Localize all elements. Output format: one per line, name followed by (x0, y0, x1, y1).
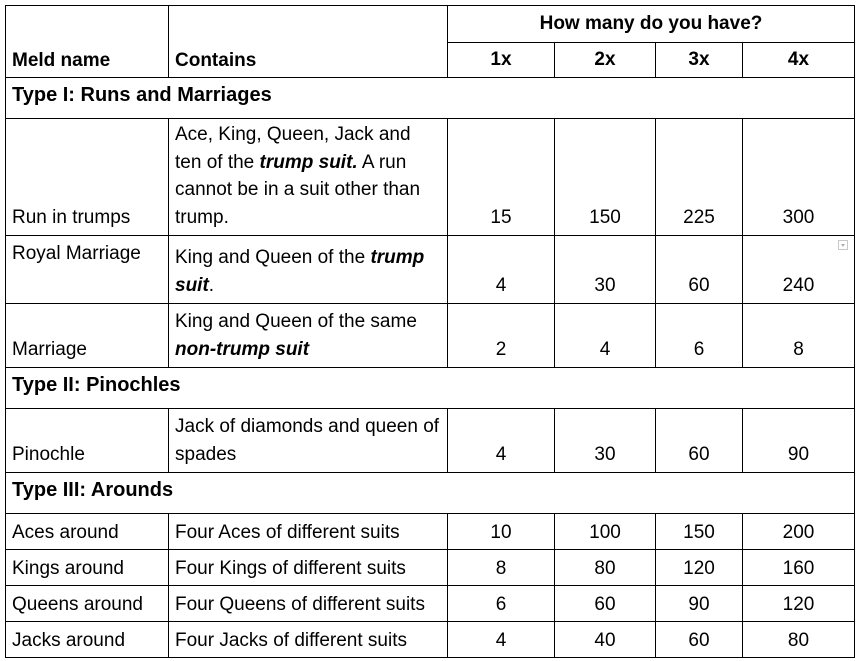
value-cell-2x: 30 (555, 236, 656, 304)
meld-table (5, 5, 855, 658)
value-cell-3x: 60 (656, 236, 743, 304)
header-count-group: How many do you have? (448, 6, 855, 43)
value-cell-3x: 120 (656, 550, 743, 586)
section-title: Type II: Pinochles (6, 368, 855, 409)
header-count-4x: 4x (743, 43, 855, 78)
value-cell-1x: 8 (448, 550, 555, 586)
value-cell-3x: 90 (656, 586, 743, 622)
value-cell-4x: 80 (743, 622, 855, 658)
table-row (6, 550, 855, 586)
section-row (6, 78, 855, 119)
value-cell-1x: 4 (448, 409, 555, 473)
value-cell-1x: 2 (448, 304, 555, 368)
header-count-2x: 2x (555, 43, 656, 78)
meld-name-cell: Aces around (6, 514, 169, 550)
value-cell-4x: 300 (743, 119, 855, 236)
table-row (6, 409, 855, 473)
meld-name-cell: Royal Marriage (6, 236, 169, 304)
value-cell-3x: 6 (656, 304, 743, 368)
value-cell-3x: 60 (656, 409, 743, 473)
header-contains: Contains (169, 6, 448, 78)
table-row (6, 304, 855, 368)
table-row (6, 236, 855, 304)
section-title: Type III: Arounds (6, 473, 855, 514)
value-cell-2x: 150 (555, 119, 656, 236)
value-cell-4x: 160 (743, 550, 855, 586)
value-cell-4x: 200 (743, 514, 855, 550)
value-cell-3x: 60 (656, 622, 743, 658)
meld-name-cell: Kings around (6, 550, 169, 586)
section-row (6, 368, 855, 409)
section-row (6, 473, 855, 514)
table-row (6, 514, 855, 550)
table-row (6, 119, 855, 236)
value-cell-3x: 150 (656, 514, 743, 550)
value-cell-4x: 90 (743, 409, 855, 473)
header-meld-name: Meld name (6, 6, 169, 78)
value-cell-2x: 100 (555, 514, 656, 550)
value-cell-2x: 30 (555, 409, 656, 473)
contains-cell: Four Kings of different suits (169, 550, 448, 586)
meld-name-cell: Pinochle (6, 409, 169, 473)
meld-name-cell: Marriage (6, 304, 169, 368)
meld-name-cell: Jacks around (6, 622, 169, 658)
value-cell-2x: 60 (555, 586, 656, 622)
contains-cell: Four Queens of different suits (169, 586, 448, 622)
value-cell-2x: 80 (555, 550, 656, 586)
table-row (6, 586, 855, 622)
value-cell-4x: 120 (743, 586, 855, 622)
table-row (6, 622, 855, 658)
value-cell-1x: 4 (448, 622, 555, 658)
value-cell-1x: 4 (448, 236, 555, 304)
value-cell-4x: 8 (743, 304, 855, 368)
value-cell-2x: 4 (555, 304, 656, 368)
contains-cell: King and Queen of the trump suit. (169, 236, 448, 304)
contains-cell: Four Jacks of different suits (169, 622, 448, 658)
dropdown-arrow-icon[interactable] (838, 240, 848, 250)
meld-name-cell: Queens around (6, 586, 169, 622)
header-count-3x: 3x (656, 43, 743, 78)
value-cell-1x: 10 (448, 514, 555, 550)
contains-cell: Four Aces of different suits (169, 514, 448, 550)
value-cell-3x: 225 (656, 119, 743, 236)
header-count-1x: 1x (448, 43, 555, 78)
header-row-group (6, 6, 855, 43)
contains-cell: Jack of diamonds and queen of spades (169, 409, 448, 473)
contains-cell: King and Queen of the same non-trump suit (169, 304, 448, 368)
contains-cell: Ace, King, Queen, Jack and ten of the trump suit. A run cannot be in a suit other than trump. (169, 119, 448, 236)
value-cell-1x: 15 (448, 119, 555, 236)
value-cell-2x: 40 (555, 622, 656, 658)
value-cell-1x: 6 (448, 586, 555, 622)
section-title: Type I: Runs and Marriages (6, 78, 855, 119)
value-cell-4x[interactable]: 240 (743, 236, 855, 304)
meld-name-cell: Run in trumps (6, 119, 169, 236)
